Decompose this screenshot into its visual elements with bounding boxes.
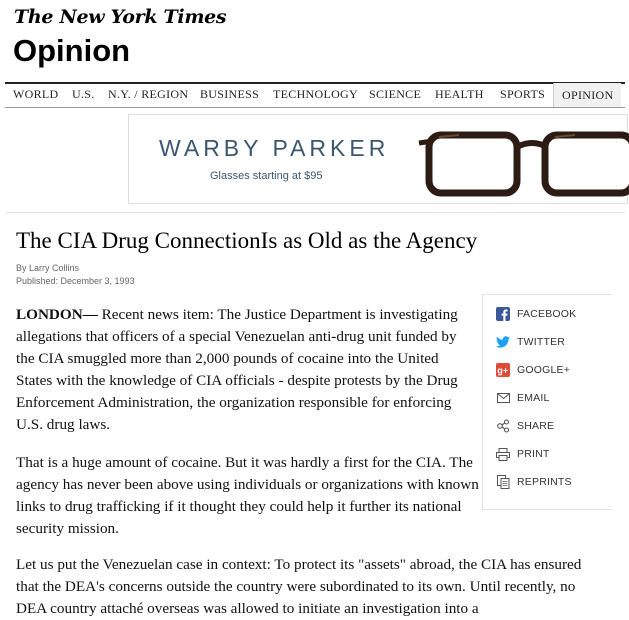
share-twitter-button[interactable]: [495, 333, 565, 351]
share-label: GOOGLE+: [517, 364, 571, 376]
nav-sports[interactable]: SPORTS: [500, 87, 546, 101]
share-label: PRINT: [517, 448, 550, 460]
section-title[interactable]: Opinion: [13, 33, 131, 68]
article-paragraph: That is a huge amount of cocaine. But it was hardly a first for the CIA. The agency has never been above using individuals or organizations with known links to drug trafficking if it thought they could help it further its national security mission.: [16, 454, 479, 537]
nav-health[interactable]: HEALTH: [435, 87, 484, 101]
eyeglasses-image: [419, 121, 629, 201]
article-byline[interactable]: By Larry Collins: [16, 263, 80, 273]
nav-ny-region[interactable]: N.Y. / REGION: [108, 87, 189, 101]
share-tools-panel: [482, 294, 612, 510]
article-paragraph: Let us put the Venezuelan case in context: To protect its "assets" abroad, the CIA has ensured that the DEA's concerns outside the country were subordinated to its own. Until recently, no DEA country attaché overseas was allowed to initiate an investigation into a: [16, 556, 582, 617]
facebook-icon: [495, 306, 511, 322]
twitter-bird-icon: [495, 334, 511, 350]
article-headline: The CIA Drug ConnectionIs as Old as the Agency: [16, 228, 478, 253]
svg-text:g+: g+: [497, 365, 509, 376]
nav-opinion[interactable]: OPINION: [553, 83, 621, 107]
google-plus-icon: [495, 362, 511, 378]
article-dateline: LONDON—: [16, 306, 98, 323]
share-icon: [495, 418, 511, 434]
ad-brand-name: WARBY PARKER: [159, 135, 390, 161]
nav-science[interactable]: SCIENCE: [369, 87, 422, 101]
print-button[interactable]: [495, 445, 550, 463]
share-label: EMAIL: [517, 392, 550, 404]
reprints-icon: [495, 474, 511, 490]
section-nav: [5, 82, 625, 108]
article-paragraph: [16, 304, 466, 436]
share-label: REPRINTS: [517, 476, 572, 488]
nav-us[interactable]: U.S.: [72, 87, 95, 101]
paragraph-text: Recent news item: The Justice Department is investigating allegations that officers of a special Venezuelan anti-drug unit funded by the CIA smuggled more than 2,000 pounds of cocaine into the United States with the knowledge of CIA officials - despite protests by the Drug Enforcement Administration, the organization responsible for enforcing U.S. drug laws.: [16, 306, 458, 433]
share-label: FACEBOOK: [517, 308, 577, 320]
divider: [5, 212, 625, 213]
share-googleplus-button[interactable]: [495, 361, 570, 379]
share-facebook-button[interactable]: [495, 305, 576, 323]
printer-icon: [495, 446, 511, 462]
share-label: TWITTER: [517, 336, 566, 348]
envelope-icon: [495, 390, 511, 406]
article-published-date: Published: December 3, 1993: [16, 276, 135, 286]
share-email-button[interactable]: [495, 389, 550, 407]
share-label: SHARE: [517, 420, 555, 432]
nyt-logo[interactable]: The New York Times: [14, 6, 227, 28]
share-more-button[interactable]: [495, 417, 554, 435]
ad-tagline: Glasses starting at $95: [210, 170, 323, 182]
reprints-button[interactable]: [495, 473, 572, 491]
nav-business[interactable]: BUSINESS: [200, 87, 260, 101]
nav-technology[interactable]: TECHNOLOGY: [273, 87, 358, 101]
advertisement-banner[interactable]: [128, 114, 628, 204]
nav-world[interactable]: WORLD: [13, 87, 59, 101]
